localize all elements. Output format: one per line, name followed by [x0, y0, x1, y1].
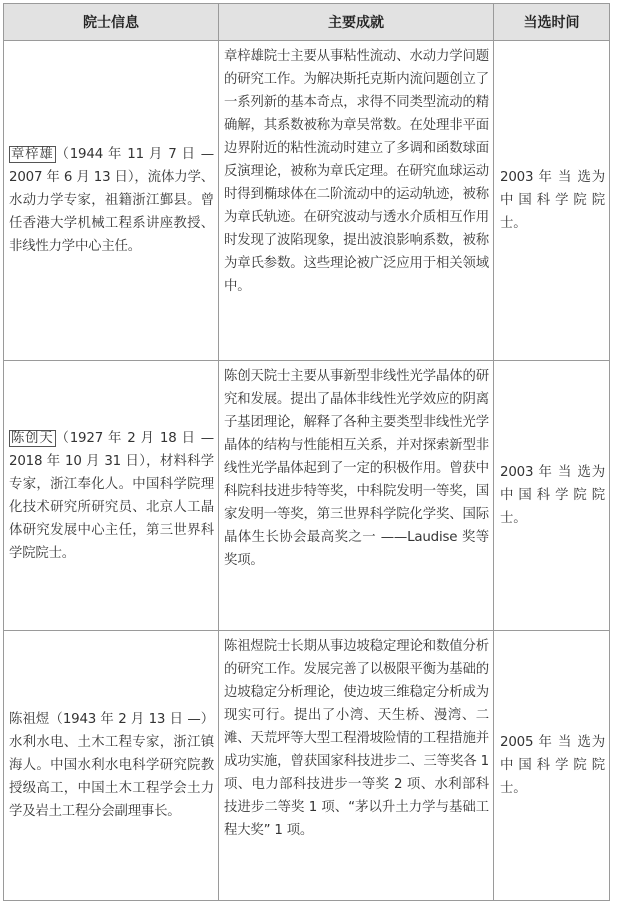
header-time: 当选时间: [494, 4, 610, 41]
election-time-cell: 2003 年 当 选为中国科学院院士。: [494, 41, 610, 361]
election-time-cell: 2003 年 当 选为中国科学院院士。: [494, 361, 610, 631]
academician-info: （1944 年 11 月 7 日 — 2007 年 6 月 13 日），流体力学、水动力学专家，祖籍浙江鄞县。曾任香港大学机械工程系讲座教授、非线性力学中心主任。: [9, 147, 214, 254]
table-row: [4, 631, 610, 901]
table-row: [4, 41, 610, 361]
achievement-cell: 陈创天院士主要从事新型非线性光学晶体的研究和发展。提出了晶体非线性光学效应的阴离子基团理论，解释了各种主要类型非线性光学晶体的结构与性能相互关系，并对探索新型非线性光学晶体起到了一定的积极作用。曾获中科院科技进步特等奖，中科院发明一等奖，国家发明一等奖，第三世界科学院化学奖、国际晶体生长协会最高奖之一 ——Laudise 奖等奖项。: [219, 361, 494, 631]
achievement-cell: 章梓雄院士主要从事粘性流动、水动力学问题的研究工作。为解决斯托克斯内流问题创立了一系列新的基本奇点，求得不同类型流动的精确解，其系数被称为章吴常数。在处理非平面边界附近的粘性流动时建立了多调和函数球面反演理论，被称为章氏定理。在研究血球运动时得到椭球体在二阶流动中的运动轨迹，被称为章氏轨迹。在研究波动与透水介质相互作用时发现了波陷现象，提出波浪影响系数，被称为章氏参数。这些理论被广泛应用于相关领域中。: [219, 41, 494, 361]
academician-info: （1943 年 2 月 13 日 —）水利水电、土木工程专家，浙江镇海人。中国水利水电科学研究院教授级高工，中国土木工程学会土力学及岩土工程分会副理事长。: [9, 712, 214, 819]
academician-name: 陈创天: [11, 430, 54, 446]
info-cell: [4, 631, 219, 901]
info-cell: [4, 41, 219, 361]
academician-name: 章梓雄: [11, 147, 54, 162]
info-cell: [4, 361, 219, 631]
header-info: 院士信息: [4, 4, 219, 41]
academicians-table: [3, 3, 610, 901]
header-row: [4, 4, 610, 41]
academician-name: 陈祖煜: [9, 712, 50, 727]
header-achievement: 主要成就: [219, 4, 494, 41]
table-row: [4, 361, 610, 631]
academician-info: （1927 年 2 月 18 日 — 2018 年 10 月 31 日），材料科学专家，浙江奉化人。中国科学院理化技术研究所研究员、北京人工晶体研究发展中心主任，第三世界科学院院士。: [9, 430, 214, 561]
election-time-cell: 2005 年 当 选为中国科学院院士。: [494, 631, 610, 901]
achievement-cell: 陈祖煜院士长期从事边坡稳定理论和数值分析的研究工作。发展完善了以极限平衡为基础的边坡稳定分析理论，使边坡三维稳定分析成为现实可行。提出了小湾、天生桥、漫湾、二滩、天荒坪等大型工程滑坡险情的工程措施并成功实施，曾获国家科技进步二、三等奖各 1 项、电力部科技进步一等奖 2 项、水利部科技进步二等奖 1 项、“茅以升土力学与基础工程大奖” 1 项。: [219, 631, 494, 901]
